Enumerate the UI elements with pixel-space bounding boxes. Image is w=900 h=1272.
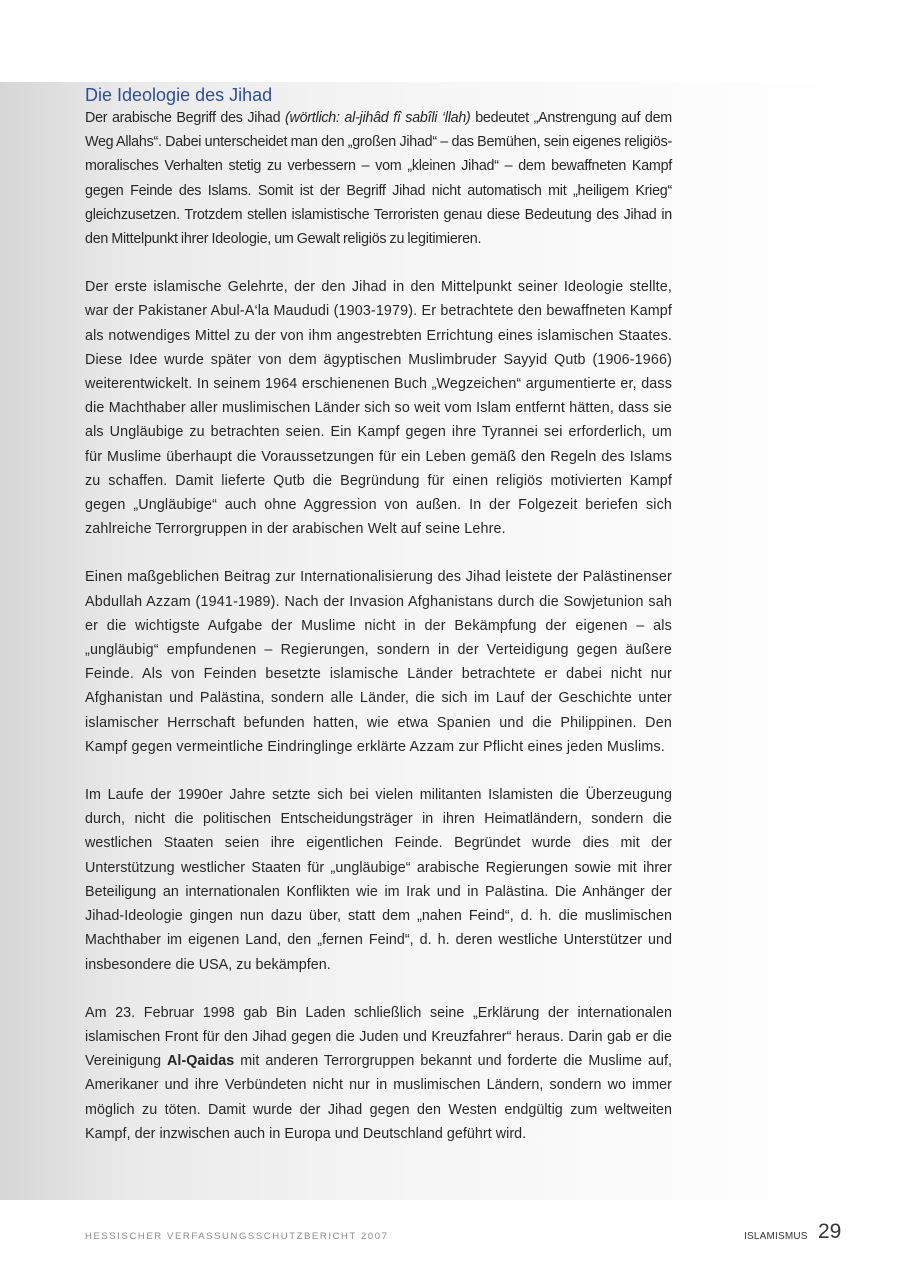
- footer-publication: HESSISCHER VERFASSUNGSSCHUTZBERICHT 2007: [85, 1231, 389, 1242]
- paragraph-text: Am 23. Februar 1998 gab Bin Laden schließlich seine „Erklärung der internationalen islamischen Front für den Jihad gegen die Juden und Kreuzfahrer“ heraus. Darin gab er die Vereinigung: [85, 1004, 672, 1070]
- transliteration: (wörtlich: al-jihâd fî sabîli ‘llah): [285, 110, 471, 126]
- bold-term: Al-Qaidas: [167, 1053, 235, 1070]
- paragraph-al-qaida: [85, 1001, 672, 1146]
- paragraph-azzam: Einen maßgeblichen Beitrag zur Internationalisierung des Jihad leistete der Palästinenser Abdullah Azzam (1941-1989). Nach der Invasion Afghanistans durch die Sowjetunion sah er die wichtigste Aufgabe der Muslime nicht in der Bekämpfung der eigenen – als „ungläubig“ empfundenen – Regierungen, sondern in der Verteidigung gegen äußere Feinde. Als von Feinden besetzte islamische Länder betrachtete er dabei nicht nur Afghanistan und Palästina, sondern alle Länder, die sich im Lauf der Geschichte unter islamischer Herrschaft befunden hatten, wie etwa Spanien und die Philippinen. Den Kampf gegen vermeintliche Eindringlinge erklärte Azzam zur Pflicht eines jeden Muslims.: [85, 569, 672, 755]
- footer-section-label: ISLAMISMUS: [744, 1231, 808, 1242]
- page-number: 29: [818, 1220, 842, 1243]
- article: [85, 82, 672, 1170]
- paragraph-text: Der arabische Begriff des Jihad: [85, 110, 285, 126]
- paragraph-1990s: Im Laufe der 1990er Jahre setzte sich bei vielen militanten Islamisten die Überzeugung durch, nicht die politischen Entscheidungsträger in ihren Heimatländern, sondern die westlichen Staaten seien ihre eigentlichen Feinde. Begründet wurde dies mit der Unterstützung westlicher Staaten für „ungläubige“ arabische Regierungen sowie mit ihrer Beteiligung an internationalen Konflikten wie im Irak und in Palästina. Die Anhänger der Jihad-Ideologie gingen nun dazu über, statt dem „nahen Feind“, d. h. die muslimischen Machthaber im eigenen Land, den „fernen Feind“, d. h. deren westliche Unterstützer und insbesondere die USA, zu bekämpfen.: [85, 787, 672, 973]
- paragraph-maududi-qutb: Der erste islamische Gelehrte, der den Jihad in den Mittelpunkt seiner Ideologie stellte, war der Pakistaner Abul-A‘la Maududi (1903-1979). Er betrachtete den bewaffneten Kampf als notwendiges Mittel zu der von ihm angestrebten Errichtung eines islamischen Staates. Diese Idee wurde später von dem ägyptischen Muslimbruder Sayyid Qutb (1906-1966) weiterentwickelt. In seinem 1964 erschienenen Buch „Wegzeichen“ argumentierte er, dass die Machthaber aller muslimischen Länder sich so weit vom Islam entfernt hätten, dass sie als Ungläubige zu betrachten seien. Ein Kampf gegen ihre Tyrannei sei erforderlich, um für Muslime überhaupt die Voraussetzungen für ein Leben gemäß den Regeln des Islams zu schaffen. Damit lieferte Qutb die Begründung für einen religiös motivierten Kampf gegen „Ungläubige“ auch ohne Aggression von außen. In der Folgezeit beriefen sich zahlreiche Terrorgruppen in der arabischen Welt auf seine Lehre.: [85, 279, 672, 538]
- paragraph-text: mit anderen Terrorgruppen bekannt und forderte die Muslime auf, Amerikaner und ihre Verbündeten nicht nur in muslimischen Ländern, sondern wo immer möglich zu töten. Damit wurde der Jihad gegen den Westen endgültig zum weltweiten Kampf, der inzwischen auch in Europa und Deutschland geführt wird.: [85, 1053, 672, 1142]
- paragraph-text: bedeutet „Anstrengung auf dem Weg Allahs“. Dabei unterscheidet man den „großen Jihad“ – das Bemühen, sein eigenes religiös-moralisches Verhalten stetig zu verbessern – vom „kleinen Jihad“ – dem bewaffneten Kampf gegen Feinde des Islams. Somit ist der Begriff Jihad nicht automatisch mit „heiligem Krieg“ gleichzusetzen. Trotzdem stellen islamistische Terroristen genau diese Bedeutung des Jihad in den Mittelpunkt ihrer Ideologie, um Gewalt religiös zu legitimieren.: [85, 110, 672, 248]
- section-heading: Die Ideologie des Jihad: [85, 85, 273, 105]
- paragraph-definition: [85, 106, 672, 251]
